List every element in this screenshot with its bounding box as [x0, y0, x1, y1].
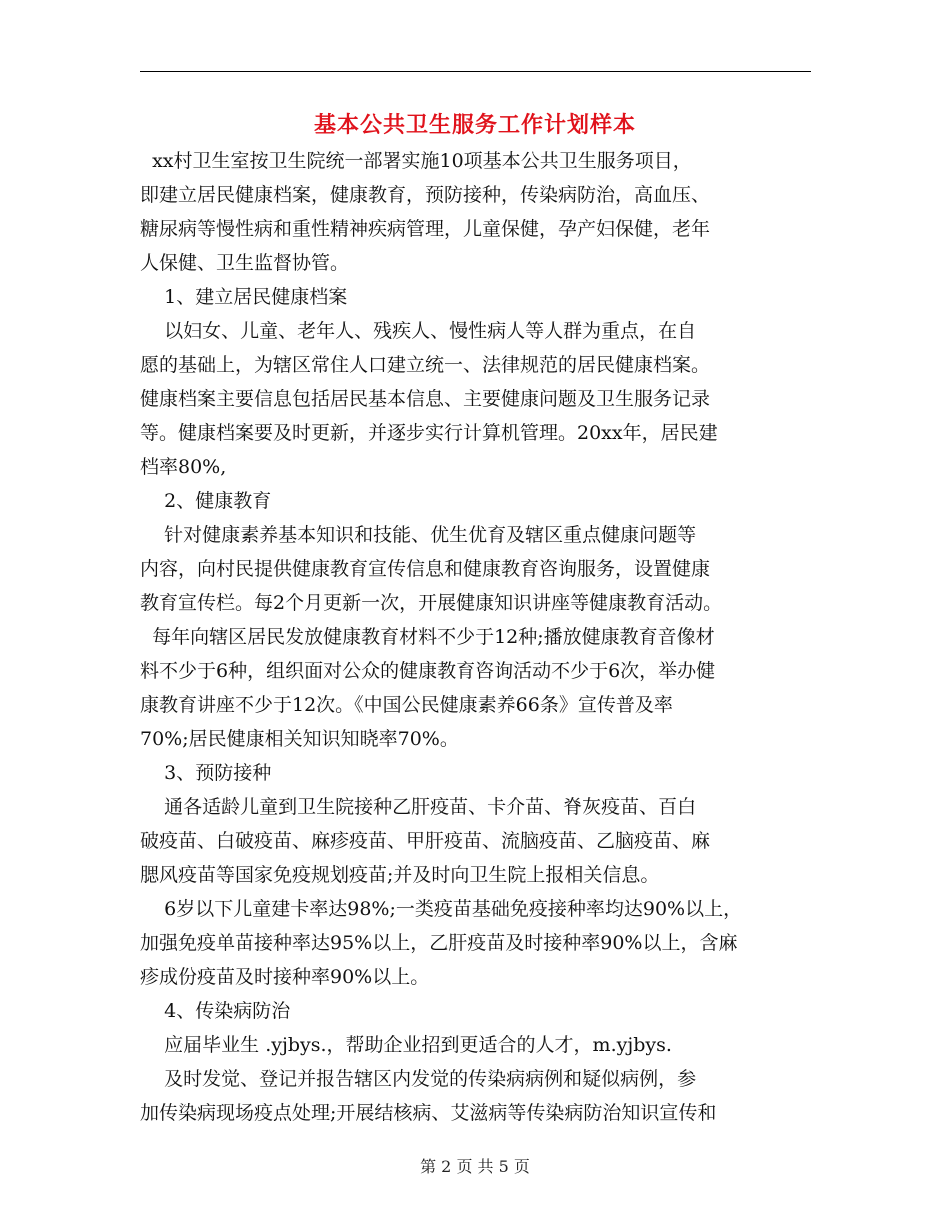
text-line: xx村卫生室按卫生院统一部署实施10项基本公共卫生服务项目，: [140, 150, 692, 172]
text-line: 愿的基础上，为辖区常住人口建立统一、法律规范的居民健康档案。: [140, 354, 711, 376]
text-line: 疹成份疫苗及时接种率90%以上。: [140, 966, 430, 988]
text-line: 应届毕业生 .yjbys.，帮助企业招到更适合的人才，m.yjbys.: [140, 1034, 672, 1056]
text-line: 档率80%,: [140, 456, 227, 478]
text-line: 3、预防接种: [140, 762, 272, 784]
text-line: 腮风疫苗等国家免疫规划疫苗;并及时向卫生院上报相关信息。: [140, 864, 660, 886]
text-line: 糖尿病等慢性病和重性精神疾病管理，儿童保健，孕产妇保健，老年: [140, 218, 711, 240]
text-line: 内容，向村民提供健康教育宣传信息和健康教育咨询服务，设置健康: [140, 558, 711, 580]
page-footer: 第 2 页 共 5 页: [420, 1157, 530, 1176]
text-line: 健康档案主要信息包括居民基本信息、主要健康问题及卫生服务记录: [140, 388, 711, 410]
text-line: 6岁以下儿童建卡率达98%;一类疫苗基础免疫接种率均达90%以上，: [140, 898, 743, 920]
document-body: [140, 146, 811, 1132]
text-line: 即建立居民健康档案，健康教育，预防接种，传染病防治，高血压、: [140, 184, 711, 206]
text-line: 及时发觉、登记并报告辖区内发觉的传染病病例和疑似病例，参: [140, 1068, 697, 1090]
text-line: 针对健康素养基本知识和技能、优生优育及辖区重点健康问题等: [140, 524, 697, 546]
text-line: 1、建立居民健康档案: [140, 286, 348, 308]
header-rule: [140, 71, 811, 72]
text-line: 破疫苗、白破疫苗、麻疹疫苗、甲肝疫苗、流脑疫苗、乙脑疫苗、麻: [140, 830, 711, 852]
text-line: 4、传染病防治: [140, 1000, 291, 1022]
text-line: 教育宣传栏。每2个月更新一次，开展健康知识讲座等健康教育活动。: [140, 592, 723, 614]
text-line: 人保健、卫生监督协管。: [140, 252, 350, 274]
text-line: 料不少于6种，组织面对公众的健康教育咨询活动不少于6次，举办健: [140, 660, 716, 682]
text-line: 通各适龄儿童到卫生院接种乙肝疫苗、卡介苗、脊灰疫苗、百白: [140, 796, 697, 818]
text-line: 加传染病现场疫点处理;开展结核病、艾滋病等传染病防治知识宣传和: [140, 1102, 717, 1124]
page-title: 基本公共卫生服务工作计划样本: [313, 112, 636, 138]
text-line: 70%;居民健康相关知识知晓率70%。: [140, 728, 459, 750]
text-line: 2、健康教育: [140, 490, 272, 512]
text-line: 等。健康档案要及时更新，并逐步实行计算机管理。20xx年，居民建: [140, 422, 718, 444]
text-line: 加强免疫单苗接种率达95%以上，乙肝疫苗及时接种率90%以上，含麻: [140, 932, 738, 954]
text-line: 以妇女、儿童、老年人、残疾人、慢性病人等人群为重点，在自: [140, 320, 697, 342]
text-line: 康教育讲座不少于12次。《中国公民健康素养66条》宣传普及率: [140, 694, 673, 716]
text-line: 每年向辖区居民发放健康教育材料不少于12种;播放健康教育音像材: [140, 626, 715, 648]
